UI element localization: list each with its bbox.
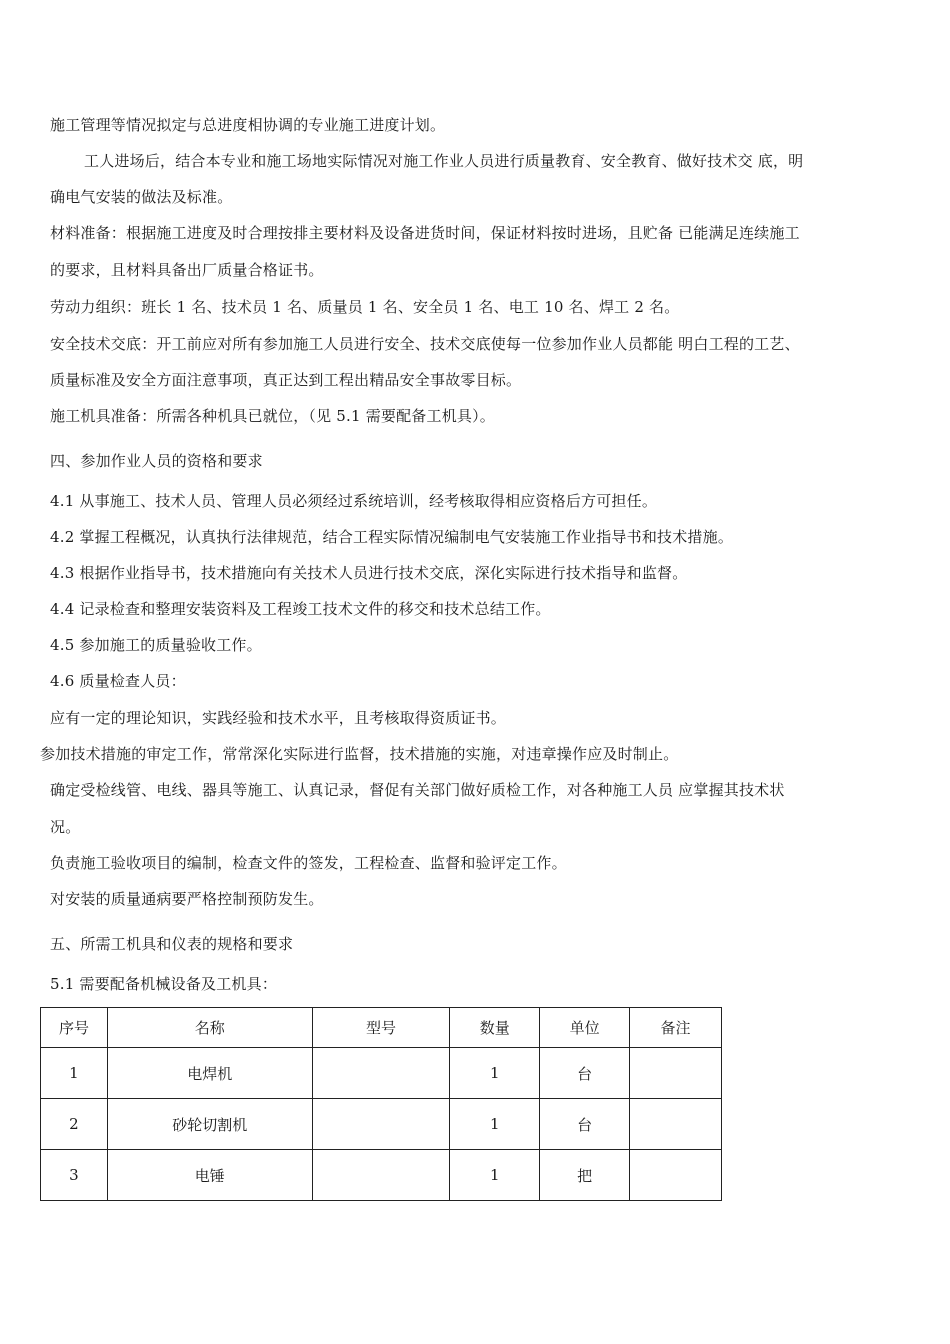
paragraph-line: 4.2 掌握工程概况，认真执行法律规范，结合工程实际情况编制电气安装施工作业指导书和技术措施。 [50, 528, 734, 546]
cell-index: 3 [41, 1150, 108, 1201]
table-row [41, 1099, 722, 1150]
cell-remarks [630, 1048, 722, 1099]
table-header-row [41, 1008, 722, 1048]
paragraph-line: 应有一定的理论知识，实践经验和技术水平，且考核取得资质证书。 [50, 709, 507, 727]
column-header-name: 名称 [107, 1008, 312, 1048]
cell-quantity: 1 [450, 1099, 540, 1150]
equipment-table [40, 1007, 722, 1201]
column-header-index: 序号 [41, 1008, 108, 1048]
paragraph-line: 况。 [50, 818, 81, 836]
section-heading: 四、参加作业人员的资格和要求 [50, 452, 263, 470]
paragraph-line: 负责施工验收项目的编制，检查文件的签发，工程检查、监督和验评定工作。 [50, 854, 567, 872]
paragraph-line: 安全技术交底：开工前应对所有参加施工人员进行安全、技术交底使每一位参加作业人员都能 明白工程的工艺、 [50, 335, 800, 353]
paragraph-line: 4.4 记录检查和整理安装资料及工程竣工技术文件的移交和技术总结工作。 [50, 600, 551, 618]
paragraph-line: 劳动力组织：班长 1 名、技术员 1 名、质量员 1 名、安全员 1 名、电工 10 名、焊工 2 名。 [50, 298, 680, 316]
cell-name: 电焊机 [107, 1048, 312, 1099]
table-row [41, 1048, 722, 1099]
cell-unit: 把 [540, 1150, 630, 1201]
cell-name: 电锤 [107, 1150, 312, 1201]
paragraph-line: 4.3 根据作业指导书，技术措施向有关技术人员进行技术交底，深化实际进行技术指导和监督。 [50, 564, 688, 582]
cell-unit: 台 [540, 1048, 630, 1099]
paragraph-line: 确电气安装的做法及标准。 [50, 188, 233, 206]
cell-remarks [630, 1150, 722, 1201]
column-header-model: 型号 [312, 1008, 450, 1048]
paragraph-line: 4.1 从事施工、技术人员、管理人员必须经过系统培训，经考核取得相应资格后方可担任。 [50, 492, 658, 510]
cell-model [312, 1150, 450, 1201]
cell-quantity: 1 [450, 1048, 540, 1099]
paragraph-line: 施工机具准备：所需各种机具已就位，（见 5.1 需要配备工机具）。 [50, 407, 495, 425]
cell-remarks [630, 1099, 722, 1150]
cell-unit: 台 [540, 1099, 630, 1150]
cell-name: 砂轮切割机 [107, 1099, 312, 1150]
paragraph-line: 施工管理等情况拟定与总进度相协调的专业施工进度计划。 [50, 116, 446, 134]
paragraph-line: 5.1 需要配备机械设备及工机具： [50, 975, 278, 993]
paragraph-line: 4.5 参加施工的质量验收工作。 [50, 636, 262, 654]
paragraph-line: 确定受检线管、电线、器具等施工、认真记录，督促有关部门做好质检工作，对各种施工人员 应掌握其技术状 [50, 781, 785, 799]
column-header-quantity: 数量 [450, 1008, 540, 1048]
section-heading: 五、所需工机具和仪表的规格和要求 [50, 935, 294, 953]
paragraph-line: 质量标准及安全方面注意事项，真正达到工程出精品安全事故零目标。 [50, 371, 522, 389]
paragraph-line: 4.6 质量检查人员： [50, 672, 186, 690]
paragraph-line: 对安装的质量通病要严格控制预防发生。 [50, 890, 324, 908]
cell-index: 2 [41, 1099, 108, 1150]
cell-quantity: 1 [450, 1150, 540, 1201]
paragraph-line: 工人进场后，结合本专业和施工场地实际情况对施工作业人员进行质量教育、安全教育、做好技术交 底，明 [84, 152, 804, 170]
cell-index: 1 [41, 1048, 108, 1099]
cell-model [312, 1099, 450, 1150]
paragraph-line: 的要求，且材料具备出厂质量合格证书。 [50, 261, 324, 279]
column-header-remarks: 备注 [630, 1008, 722, 1048]
cell-model [312, 1048, 450, 1099]
paragraph-line: 参加技术措施的审定工作，常常深化实际进行监督，技术措施的实施，对违章操作应及时制止。 [40, 745, 679, 763]
paragraph-line: 材料准备：根据施工进度及时合理按排主要材料及设备进货时间，保证材料按时进场，且贮备 已能满足连续施工 [50, 224, 800, 242]
column-header-unit: 单位 [540, 1008, 630, 1048]
table-row [41, 1150, 722, 1201]
